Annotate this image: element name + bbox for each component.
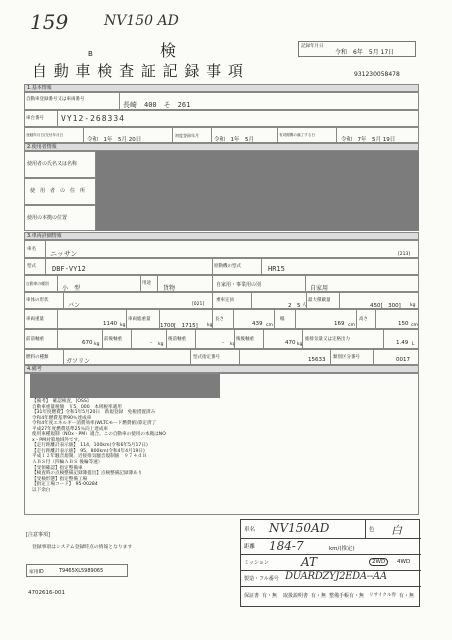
chassis-value: VY12-268334	[61, 114, 125, 123]
id-box	[26, 564, 128, 577]
form-code-value: DUARDZYJ2EDA--AA	[285, 571, 387, 582]
user-base-label: 使用の本拠の位置	[27, 215, 68, 221]
chassis-label: 車台番号	[26, 116, 44, 121]
engine-label: 原動機の型式	[214, 264, 241, 269]
engine: HR15	[268, 265, 285, 273]
maker: ニッサン	[50, 250, 78, 258]
redacted-remarks	[30, 374, 220, 398]
maker-code: [213]	[398, 252, 411, 257]
length-label: 長さ	[215, 317, 224, 322]
form-warranty-value: 有・無	[262, 593, 278, 599]
use: 貨物	[163, 285, 176, 292]
spec-label: 型式指定番号	[193, 355, 220, 360]
body-code: [021]	[192, 302, 205, 307]
remark-line: 【受領確認】指定整備車	[32, 465, 83, 471]
form-km-value: 184-7	[269, 539, 304, 553]
ken-mark: 検	[160, 41, 177, 60]
section-remarks: 4.備考	[24, 365, 419, 373]
form-color-label: 色	[369, 527, 375, 533]
form-recycle-label: リサイクル券	[369, 593, 396, 598]
remark-line: 令和4年燃費基準90％達成車	[32, 415, 92, 421]
cat-label: 類別区分番号	[333, 355, 360, 360]
id-label: 家用ID	[29, 570, 44, 575]
length-unit: cm	[266, 323, 273, 328]
remark-line: 【受検形態】指定整備工場	[32, 476, 88, 482]
notice-title: [注意事項]	[26, 532, 50, 538]
form-2wd-circled: 2WD	[369, 558, 388, 566]
weight-label: 車両重量	[26, 317, 44, 322]
remark-line: 平成27年度燃費基準25％向上達成車	[32, 426, 109, 432]
fr-unit: kg	[158, 342, 164, 347]
body: バン	[68, 302, 81, 309]
remark-line: ＡＢＳ付（四輪ＡＢＳ 後輪等速）	[32, 460, 103, 466]
width-label: 幅	[280, 317, 285, 322]
section-vehicle: 3.車両詳細情報	[24, 232, 419, 240]
model-label: 型式	[27, 264, 36, 269]
fr-label: 前後軸重	[104, 337, 122, 342]
height-unit: cm	[411, 323, 418, 328]
first-reg-label: 初度登録年月	[175, 133, 199, 138]
id-value: T9465XL5989065	[59, 568, 104, 574]
remark-line: 以下余白	[32, 487, 51, 493]
capacity: 2 5	[288, 303, 301, 309]
remark-line: 使用車種規制（NOx・PM）適合。この自動車の使用の本拠はNO	[32, 432, 166, 438]
remark-line: 【走行距離計表示値】 95，800km(令和4年4月19日)	[32, 448, 145, 454]
page-title: 自 動 車 検 査 証 記 録 事 項	[32, 62, 244, 80]
user-address-label: 使 用 者 の 住 所	[30, 188, 86, 194]
rf-unit: kg	[230, 342, 236, 347]
form-divider	[241, 538, 421, 539]
form-divider	[241, 586, 421, 587]
form-mission-label: ミッション	[244, 560, 269, 566]
capacity-unit: 人	[302, 303, 307, 308]
remark-line: 平成１２年騒音規制，近接排気騒音規制値 ９７４ｄＢ	[32, 454, 147, 460]
form-manual-value: 有・無	[311, 593, 327, 599]
form-maint-label: 整備手帳	[329, 593, 350, 599]
form-mission-value: AT	[301, 555, 318, 569]
body-label: 車体の形状	[26, 298, 49, 303]
disp: 1.49	[396, 340, 409, 346]
height: 150	[398, 321, 409, 327]
fuel: ガソリン	[66, 358, 91, 365]
rf: -	[222, 340, 224, 346]
ff-unit: kg	[94, 342, 100, 347]
b-mark: B	[88, 50, 93, 58]
doc-code: 4702616-001	[28, 590, 65, 596]
width-unit: cm	[348, 323, 355, 328]
width: 169	[334, 321, 345, 327]
ff-label: 前前軸重	[26, 337, 44, 342]
form-warranty-label: 保証書	[244, 593, 260, 599]
remarks-text	[32, 399, 242, 493]
expiry-label: 有効期間の満了する日	[279, 133, 315, 137]
remark-line: 【31年度燃費】令和1年5月20日 新規登録 免税措置済み	[32, 410, 156, 416]
ff: 670	[82, 340, 93, 346]
weight-unit: kg	[120, 323, 126, 328]
form-divider	[241, 554, 421, 555]
remark-line: 【走行距離計表示値】 114，100km(令和6年5月17日)	[32, 443, 148, 449]
remark-line: 自動車重量税額 ￥5，000 本則税率適用	[32, 404, 122, 410]
handwritten-form	[240, 519, 420, 607]
form-code-label: 製造・フル番号	[244, 576, 279, 582]
gross-unit: kg	[207, 323, 213, 328]
rf-label: 後前軸重	[168, 337, 186, 342]
disp-label: 総排気量又は定格出力	[305, 337, 350, 342]
redacted-user-info	[96, 151, 419, 231]
form-maint-value: 有・無	[349, 593, 365, 599]
form-km-label: 距離	[244, 544, 256, 550]
handwritten-model: NV150 AD	[104, 13, 179, 29]
form-name-label: 車名	[244, 527, 256, 533]
capacity-label: 乗車定員	[216, 298, 234, 303]
model: DBF-VY12	[52, 265, 86, 273]
reg-date-label: 登録年月日/交付年月日	[26, 133, 64, 137]
type-label: 自動車の種別	[26, 281, 49, 286]
use-label: 用途	[142, 281, 151, 286]
rr: 470	[285, 340, 296, 346]
remark-line: 【指定工場コード】 95-00284	[32, 482, 98, 488]
record-date-label: 記録年月日	[301, 44, 324, 49]
fuel-label: 燃料の種類	[26, 355, 49, 360]
spec: 15633	[308, 357, 326, 363]
maker-row	[24, 240, 419, 258]
form-recycle-value: 有・無	[399, 593, 415, 599]
fr: -	[150, 340, 152, 346]
form-name-value: NV150AD	[269, 521, 330, 535]
expiry: 令和 7年 5月 19日	[341, 137, 396, 143]
first-reg: 令和 1年 5月	[214, 137, 254, 143]
notice-text: 登録事項はシステム登録時点の情報となります	[32, 545, 133, 550]
width-label-cell	[274, 309, 296, 329]
form-4wd: 4WD	[397, 559, 411, 565]
max-load: 450[ 300]	[370, 303, 401, 309]
section-basic: 1.基本情報	[24, 84, 419, 92]
gross-label: 車両総重量	[128, 317, 151, 322]
max-load-unit: kg	[410, 303, 416, 308]
form-color-divider	[365, 520, 366, 538]
record-date: 令和 6年 5月 17日	[335, 49, 395, 56]
rr-unit: kg	[297, 342, 303, 347]
doc-number: 931230058478	[354, 71, 400, 78]
user-name-label: 使用者の氏名又は名称	[27, 161, 78, 167]
length: 439	[252, 321, 263, 327]
private: 自家用	[310, 285, 329, 292]
maker-label: 車名	[27, 247, 36, 252]
height-label: 高さ	[359, 317, 368, 322]
max-load-label: 最大積載量	[308, 298, 331, 303]
type: 小 型	[62, 285, 81, 292]
remark-line: x・PM対策地域外です。	[32, 437, 83, 443]
gross: 1700[ 1715]	[160, 323, 198, 329]
weight: 1140	[103, 321, 117, 327]
rr-label: 後後軸重	[236, 337, 254, 342]
record-date-box	[298, 41, 416, 57]
form-km-unit: km/(推定)	[329, 546, 355, 552]
private-label: 自家用・事業用の別	[216, 282, 262, 288]
remark-line: 令和4年度エネルギー消費効率(WLTCモード燃費値)算定済了	[32, 421, 157, 427]
section-user: 2.使用者情報	[24, 143, 419, 151]
remark-line: 【備考】 確認検査，[OSS]	[32, 399, 89, 404]
remark-line: 【検査時の点検整備記録簿提出】点検整備記録簿あり	[32, 471, 143, 477]
disp-unit: L	[412, 342, 415, 347]
reg-label: 自動車登録番号又は車両番号	[26, 97, 85, 102]
form-manual-label: 取扱説明書	[283, 593, 309, 599]
form-color-value: 白	[391, 524, 402, 537]
reg-date: 令和 1年 5月 20日	[87, 137, 142, 143]
handwritten-number: 159	[30, 10, 69, 34]
reg-value: 長崎 400 そ 261	[123, 101, 191, 109]
cat: 0017	[396, 357, 410, 363]
